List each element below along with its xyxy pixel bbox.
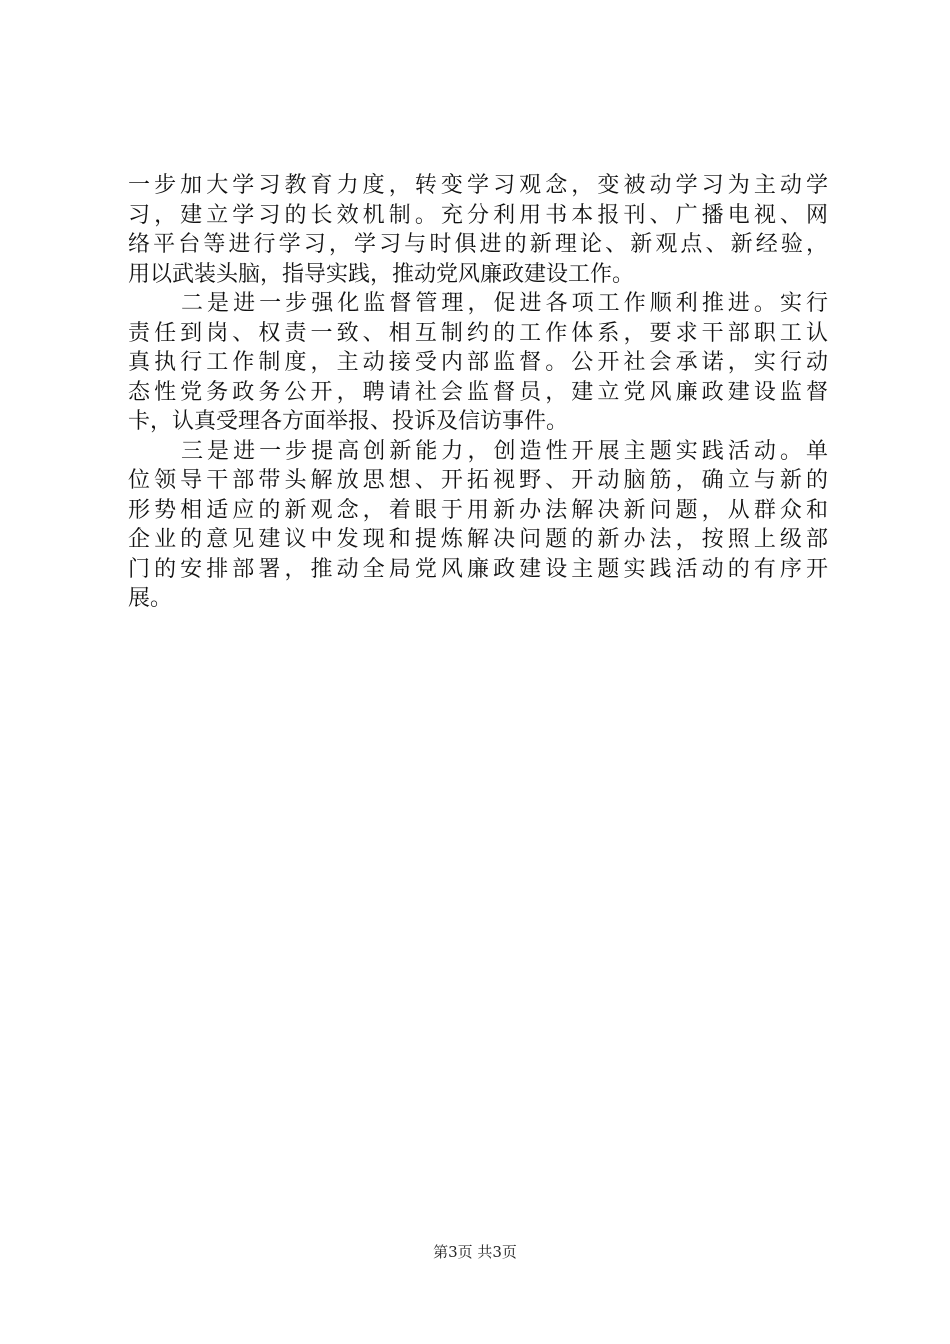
text-line: 卡，认真受理各方面举报、投诉及信访事件。 — [128, 409, 569, 434]
text-line: 习，建立学习的长效机制。充分利用书本报刊、广播电视、网 — [128, 202, 828, 228]
paragraph-supervision — [128, 289, 828, 437]
text-line: 络平台等进行学习，学习与时俱进的新理论、新观点、新经验， — [128, 232, 828, 257]
text-line: 三是进一步提高创新能力，创造性开展主题实践活动。单 — [181, 438, 828, 464]
document-body — [128, 171, 828, 614]
paragraph-innovation — [128, 437, 828, 614]
text-line: 展。 — [128, 586, 173, 611]
text-line: 真执行工作制度，主动接受内部监督。公开社会承诺，实行动 — [128, 350, 828, 375]
text-line: 形势相适应的新观念，着眼于用新办法解决新问题，从群众和 — [128, 497, 828, 523]
text-line: 用以武装头脑，指导实践，推动党风廉政建设工作。 — [128, 261, 635, 287]
text-line: 二是进一步强化监督管理，促进各项工作顺利推进。实行 — [181, 291, 828, 316]
text-line: 态性党务政务公开，聘请社会监督员，建立党风廉政建设监督 — [128, 379, 828, 405]
text-line: 责任到岗、权责一致、相互制约的工作体系，要求干部职工认 — [128, 320, 828, 346]
text-line: 企业的意见建议中发现和提炼解决问题的新办法，按照上级部 — [128, 527, 828, 552]
text-line: 一步加大学习教育力度，转变学习观念，变被动学习为主动学 — [128, 173, 828, 198]
text-line: 门的安排部署，推动全局党风廉政建设主题实践活动的有序开 — [128, 556, 828, 582]
paragraph-continuation — [128, 171, 828, 289]
page-number-footer: 第3页 共3页 — [433, 1243, 517, 1261]
text-line: 位领导干部带头解放思想、开拓视野、开动脑筋，确立与新的 — [128, 468, 828, 493]
